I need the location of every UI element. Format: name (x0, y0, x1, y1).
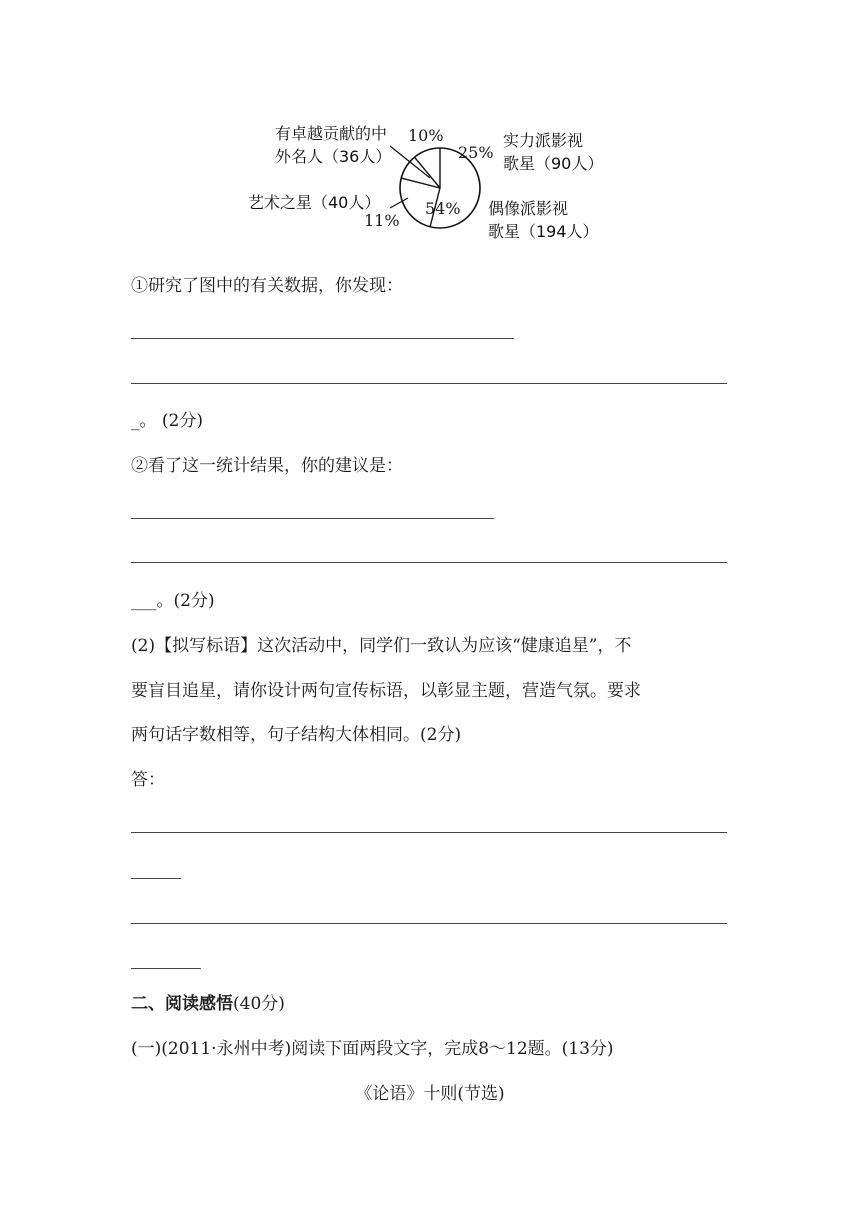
label-famous-line1: 有卓越贡献的中 (275, 124, 388, 143)
q2-answer-line-1[interactable] (131, 518, 494, 519)
q2-prompt: ②看了这一统计结果，你的建议是： (131, 456, 403, 476)
label-idol-line1: 偶像派影视 (488, 199, 569, 218)
q2-answer-line-2[interactable] (131, 562, 727, 563)
q1-answer-line-2[interactable] (131, 383, 727, 384)
q1-tail: _。 (2分) (131, 411, 203, 431)
label-art-star: 艺术之星（40人） (248, 193, 381, 212)
section-heading-title: 二、阅读感悟 (131, 994, 233, 1014)
section-heading (131, 991, 285, 1017)
q3-answer-line-3[interactable] (131, 923, 727, 924)
q3-answer-label: 答： (131, 770, 165, 790)
q3-line-3: 两句话字数相等，句子结构大体相同。(2分) (131, 725, 462, 745)
pie-chart (240, 118, 620, 248)
q1-answer-line-1[interactable] (131, 338, 514, 339)
q3-answer-line-2[interactable] (131, 878, 181, 879)
pct-famous: 10% (408, 126, 444, 145)
pct-art-star: 11% (364, 211, 400, 230)
pct-strength: 25% (458, 143, 494, 162)
section-intro: (一)(2011·永州中考)阅读下面两段文字，完成8～12题。(13分) (131, 1039, 614, 1059)
q3-line-1: (2)【拟写标语】这次活动中，同学们一致认为应该“健康追星”，不 (131, 636, 632, 656)
section-heading-score: (40分) (233, 994, 285, 1014)
label-strength-line2: 歌星（90人） (503, 154, 604, 173)
q3-answer-line-4[interactable] (131, 968, 201, 969)
passage-title: 《论语》十则(节选) (355, 1084, 505, 1104)
label-famous-line2: 外名人（36人） (275, 147, 392, 166)
q3-line-2: 要盲目追星，请你设计两句宣传标语，以彰显主题，营造气氛。要求 (131, 681, 641, 701)
q1-prompt: ①研究了图中的有关数据，你发现： (131, 276, 403, 296)
pct-idol: 54% (425, 199, 461, 218)
label-strength-line1: 实力派影视 (503, 131, 584, 150)
q2-tail: ___。(2分) (131, 591, 215, 611)
label-idol-line2: 歌星（194人） (488, 222, 599, 241)
q3-answer-line-1[interactable] (131, 832, 727, 833)
